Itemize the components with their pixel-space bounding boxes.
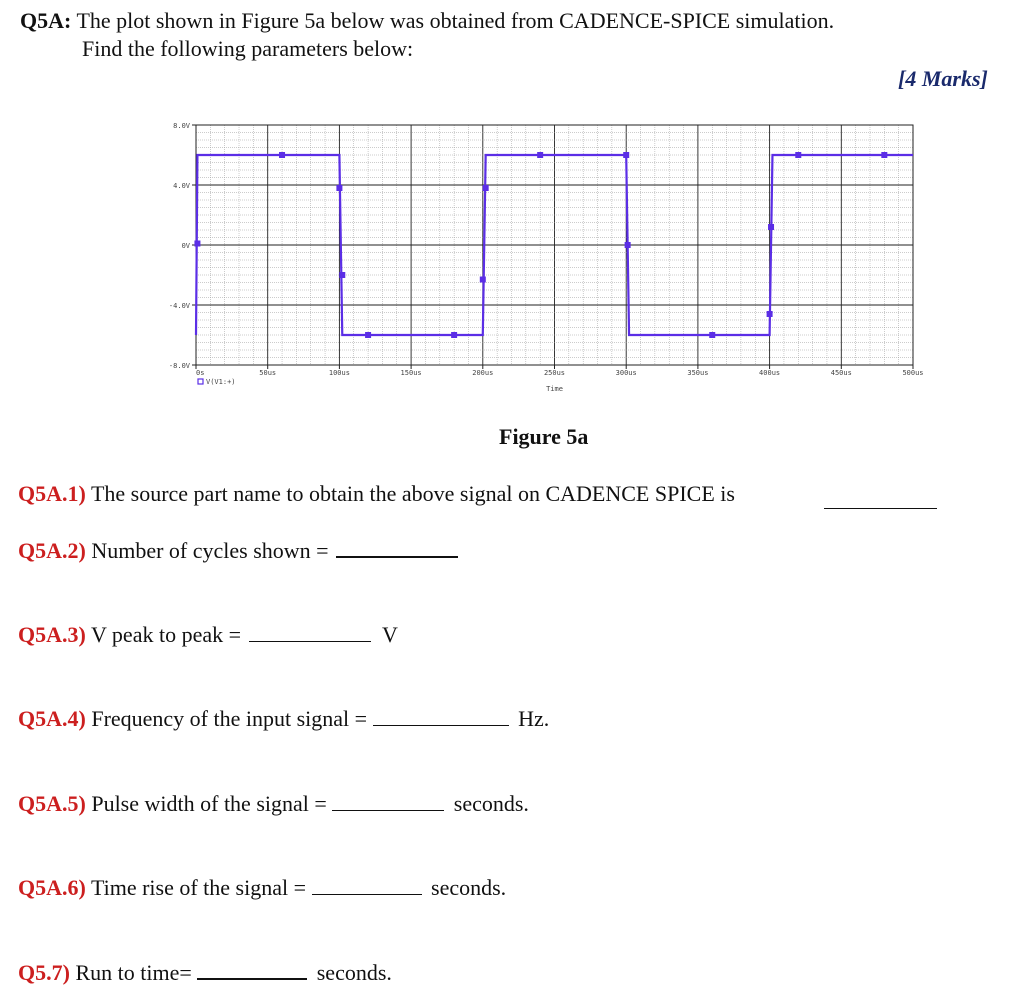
question-header-line2: Find the following parameters below: bbox=[82, 36, 414, 61]
question-5a6 bbox=[18, 875, 506, 901]
data-marker bbox=[881, 152, 887, 158]
question-text: Time rise of the signal = bbox=[90, 875, 307, 900]
question-5a4 bbox=[18, 706, 549, 732]
question-text: The source part name to obtain the above signal on CADENCE SPICE is bbox=[90, 481, 735, 506]
question-5a1 bbox=[18, 481, 735, 507]
data-marker bbox=[480, 277, 486, 283]
waveform-plot bbox=[150, 115, 924, 400]
answer-blank[interactable] bbox=[824, 490, 937, 509]
x-tick-label: 150us bbox=[400, 369, 422, 377]
answer-blank[interactable] bbox=[197, 960, 307, 980]
question-text: Run to time= bbox=[75, 960, 192, 985]
x-tick-label: 450us bbox=[830, 369, 852, 377]
data-marker bbox=[451, 332, 457, 338]
answer-blank[interactable] bbox=[373, 707, 509, 726]
question-5a3 bbox=[18, 622, 398, 648]
answer-blank[interactable] bbox=[249, 623, 371, 642]
question-label: Q5A.5) bbox=[18, 791, 86, 816]
question-label: Q5A.3) bbox=[18, 622, 86, 647]
x-axis-label: Time bbox=[546, 385, 563, 393]
question-label: Q5A.1) bbox=[18, 481, 86, 506]
x-tick-label: 200us bbox=[472, 369, 494, 377]
data-marker bbox=[625, 242, 631, 248]
y-tick-label: -8.0V bbox=[168, 362, 190, 370]
x-tick-label: 50us bbox=[259, 369, 277, 377]
data-marker bbox=[795, 152, 801, 158]
marks-label: [4 Marks] bbox=[898, 66, 988, 91]
data-marker bbox=[709, 332, 715, 338]
question-text: V peak to peak = bbox=[90, 622, 242, 647]
answer-blank[interactable] bbox=[332, 792, 444, 811]
question-text: Pulse width of the signal = bbox=[91, 791, 327, 816]
data-marker bbox=[483, 185, 489, 191]
y-tick-label: -4.0V bbox=[168, 302, 190, 310]
x-tick-label: 250us bbox=[543, 369, 566, 377]
question-intro: The plot shown in Figure 5a below was obtained from CADENCE-SPICE simulation. bbox=[76, 8, 835, 33]
x-tick-label: 500us bbox=[902, 369, 924, 377]
x-tick-label: 100us bbox=[328, 369, 350, 377]
question-text: Number of cycles shown = bbox=[91, 538, 329, 563]
data-marker bbox=[768, 224, 774, 230]
x-tick-label: 400us bbox=[759, 369, 781, 377]
data-marker bbox=[365, 332, 371, 338]
y-tick-label: 0V bbox=[181, 242, 190, 250]
legend-marker bbox=[198, 379, 203, 384]
y-tick-label: 8.0V bbox=[173, 122, 190, 130]
data-marker bbox=[623, 152, 629, 158]
figure-caption: Figure 5a bbox=[499, 424, 589, 449]
question-header-line1 bbox=[20, 8, 834, 34]
data-marker bbox=[279, 152, 285, 158]
data-marker bbox=[767, 311, 773, 317]
question-label: Q5.7) bbox=[18, 960, 70, 985]
question-5a5 bbox=[18, 791, 529, 817]
data-marker bbox=[336, 185, 342, 191]
data-marker bbox=[537, 152, 543, 158]
data-marker bbox=[194, 241, 200, 247]
question-text: Frequency of the input signal = bbox=[91, 706, 368, 731]
legend-label: V(V1:+) bbox=[206, 378, 236, 386]
question-label: Q5A.6) bbox=[18, 875, 86, 900]
unit-label: seconds. bbox=[431, 875, 507, 900]
unit-label: seconds. bbox=[316, 960, 392, 985]
unit-label: V bbox=[382, 622, 398, 647]
question-label: Q5A: bbox=[20, 8, 72, 33]
question-label: Q5A.4) bbox=[18, 706, 86, 731]
answer-blank[interactable] bbox=[312, 876, 422, 895]
question-label: Q5A.2) bbox=[18, 538, 86, 563]
data-marker bbox=[339, 272, 345, 278]
answer-blank[interactable] bbox=[336, 538, 458, 558]
x-tick-label: 300us bbox=[615, 369, 637, 377]
unit-label: Hz. bbox=[518, 706, 550, 731]
y-tick-label: 4.0V bbox=[173, 182, 190, 190]
question-5a7 bbox=[18, 960, 392, 986]
x-tick-label: 350us bbox=[687, 369, 709, 377]
x-tick-label: 0s bbox=[196, 369, 205, 377]
question-5a2 bbox=[18, 538, 458, 564]
unit-label: seconds. bbox=[453, 791, 529, 816]
